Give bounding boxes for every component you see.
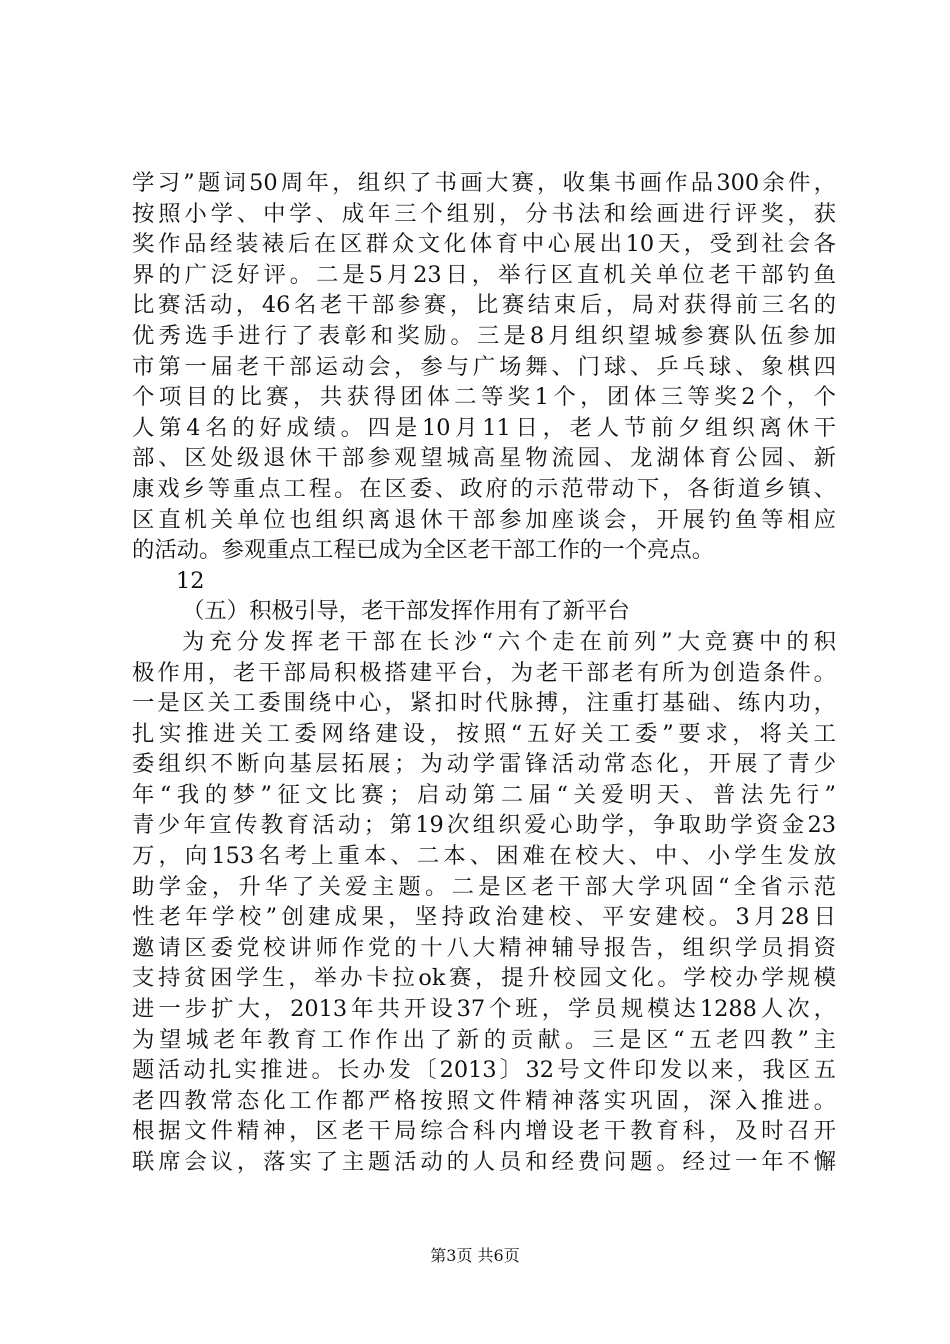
paragraph-first-line: 为充分发挥老干部在长沙“六个走在前列”大竞赛中的积 (182, 628, 836, 655)
text-line: 性老年学校”创建成果，坚持政治建校、平安建校。3月28日 (132, 904, 836, 931)
document-body (132, 168, 836, 1178)
text-line: 界的广泛好评。二是5月23日，举行区直机关单位老干部钓鱼 (132, 261, 836, 288)
text-line: 市第一届老干部运动会，参与广场舞、门球、乒乓球、象棋四 (132, 353, 836, 380)
paragraph-end-line: 的活动。参观重点工程已成为全区老干部工作的一个亮点。 (132, 537, 715, 564)
text-line: 老四教常态化工作都严格按照文件精神落实巩固，深入推进。 (132, 1087, 836, 1114)
text-line: 助学金，升华了关爱主题。二是区老干部大学巩固“全省示范 (132, 873, 836, 900)
text-line: 根据文件精神，区老干局综合科内增设老干教育科，及时召开 (132, 1118, 836, 1145)
text-line: 万，向153名考上重本、二本、困难在校大、中、小学生发放 (132, 843, 836, 870)
stray-number: 12 (176, 567, 205, 594)
text-line: 委组织不断向基层拓展；为动学雷锋活动常态化，开展了青少 (132, 751, 836, 778)
text-line: 优秀选手进行了表彰和奖励。三是8月组织望城参赛队伍参加 (132, 322, 836, 349)
text-line: 联席会议，落实了主题活动的人员和经费问题。经过一年不懈 (132, 1149, 836, 1175)
text-line: 年“我的梦”征文比赛；启动第二届“关爱明天、普法先行” (132, 781, 836, 808)
text-line: 比赛活动，46名老干部参赛，比赛结束后，局对获得前三名的 (132, 292, 836, 319)
text-line: 康戏乡等重点工程。在区委、政府的示范带动下，各街道乡镇、 (132, 475, 836, 502)
text-line: 奖作品经装裱后在区群众文化体育中心展出10天，受到社会各 (132, 231, 836, 258)
text-line: 学习”题词50周年，组织了书画大赛，收集书画作品300余件， (132, 170, 836, 196)
text-line: 个项目的比赛，共获得团体二等奖1个，团体三等奖2个，个 (132, 384, 836, 411)
text-line: 邀请区委党校讲师作党的十八大精神辅导报告，组织学员捐资 (132, 934, 836, 961)
text-line: 扎实推进关工委网络建设，按照“五好关工委”要求，将关工 (132, 720, 836, 747)
text-line: 区直机关单位也组织离退休干部参加座谈会，开展钓鱼等相应 (132, 506, 836, 533)
text-line: 进一步扩大，2013年共开设37个班，学员规模达1288人次， (132, 996, 836, 1023)
page-number-footer: 第3页 共6页 (430, 1246, 520, 1265)
text-line: 部、区处级退休干部参观望城高星物流园、龙湖体育公园、新 (132, 445, 836, 472)
section-heading: （五）积极引导，老干部发挥作用有了新平台 (182, 598, 630, 625)
text-line: 按照小学、中学、成年三个组别，分书法和绘画进行评奖，获 (132, 200, 836, 227)
text-line: 极作用，老干部局积极搭建平台，为老干部老有所为创造条件。 (132, 659, 836, 686)
text-line: 一是区关工委围绕中心，紧扣时代脉搏，注重打基础、练内功， (132, 690, 836, 717)
text-line: 题活动扎实推进。长办发〔2013〕32号文件印发以来，我区五 (132, 1057, 836, 1084)
text-line: 人第4名的好成绩。四是10月11日，老人节前夕组织离休干 (132, 414, 836, 441)
text-line: 青少年宣传教育活动；第19次组织爱心助学，争取助学资金23 (132, 812, 836, 839)
text-line: 支持贫困学生，举办卡拉ok赛，提升校园文化。学校办学规模 (132, 965, 836, 992)
text-line: 为望城老年教育工作作出了新的贡献。三是区“五老四教”主 (132, 1026, 836, 1053)
